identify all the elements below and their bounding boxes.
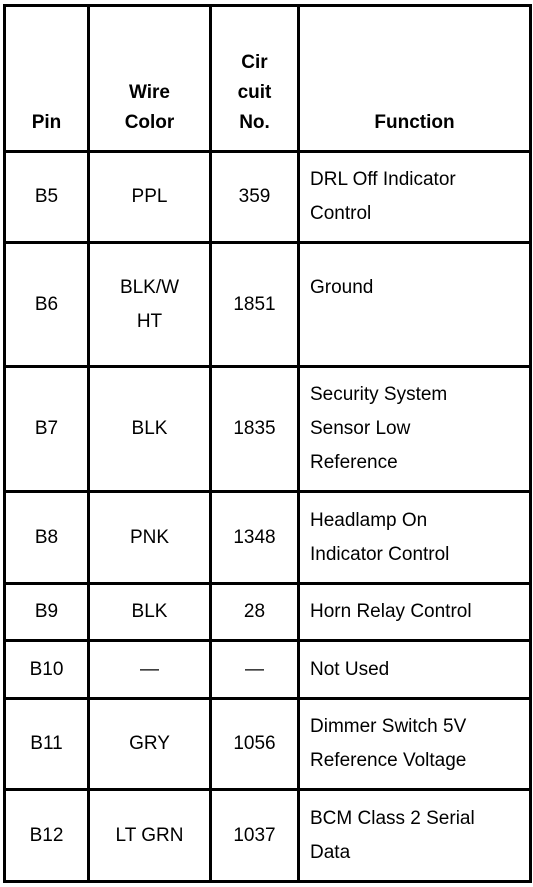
cell-function: [299, 699, 531, 790]
cell-wire-color: PNK: [89, 492, 211, 584]
cell-pin: B8: [5, 492, 89, 584]
cell-wire-color: BLK: [89, 584, 211, 641]
header-pin: [5, 6, 89, 152]
connector-pinout-table: [3, 4, 532, 883]
function-line2: Data: [310, 841, 351, 863]
cell-wire-color: BLK: [89, 367, 211, 492]
function-line1: Security System: [310, 384, 448, 405]
header-function: [299, 6, 531, 152]
cell-function: [299, 367, 531, 492]
cell-pin: B11: [5, 699, 89, 790]
cell-circuit: 1056: [211, 699, 299, 790]
table-row: [5, 641, 531, 699]
table-row: [5, 152, 531, 243]
function-line2: Control: [310, 203, 372, 224]
table-row: [5, 699, 531, 790]
wire-line2: HT: [136, 310, 163, 332]
cell-function: [299, 790, 531, 882]
cell-wire-color: PPL: [89, 152, 211, 243]
function-line1: Ground: [310, 276, 374, 298]
cell-pin: B7: [5, 367, 89, 492]
header-circuit-line1: Cir: [241, 52, 268, 73]
cell-wire-color: GRY: [89, 699, 211, 790]
cell-function: Not Used: [299, 641, 531, 699]
wire-line1: BLK/W: [119, 276, 180, 298]
cell-circuit: 28: [211, 584, 299, 641]
cell-wire-color: —: [89, 641, 211, 699]
header-wire-color: [89, 6, 211, 152]
header-row: [5, 6, 531, 152]
cell-pin: B5: [5, 152, 89, 243]
header-circuit-line2: cuit: [237, 82, 272, 103]
cell-circuit: 1037: [211, 790, 299, 882]
cell-wire-color: LT GRN: [89, 790, 211, 882]
cell-pin: B12: [5, 790, 89, 882]
function-line1: Headlamp On: [310, 509, 428, 531]
function-line2: Indicator Control: [310, 543, 450, 565]
cell-circuit: —: [211, 641, 299, 699]
cell-circuit: 1851: [211, 243, 299, 367]
header-wire-line2: Color: [124, 112, 175, 133]
function-line1: BCM Class 2 Serial: [310, 807, 475, 829]
table-row: [5, 367, 531, 492]
cell-pin: B6: [5, 243, 89, 367]
table-row: [5, 584, 531, 641]
table-row: [5, 790, 531, 882]
cell-function: Horn Relay Control: [299, 584, 531, 641]
function-line2: Sensor Low: [310, 418, 411, 439]
cell-circuit: 1348: [211, 492, 299, 584]
cell-function: [299, 152, 531, 243]
cell-pin: B9: [5, 584, 89, 641]
cell-pin: B10: [5, 641, 89, 699]
function-line1: Dimmer Switch 5V: [310, 716, 467, 737]
function-line1: DRL Off Indicator: [310, 169, 456, 190]
table-row: [5, 492, 531, 584]
cell-wire-color: [89, 243, 211, 367]
cell-function: [299, 243, 531, 367]
function-line3: Reference: [310, 452, 398, 473]
cell-circuit: 359: [211, 152, 299, 243]
cell-circuit: 1835: [211, 367, 299, 492]
header-wire-line1: Wire: [128, 82, 170, 103]
cell-function: [299, 492, 531, 584]
table-row: [5, 243, 531, 367]
header-circuit-line3: No.: [239, 112, 270, 133]
header-circuit-no: [211, 6, 299, 152]
header-function-label: Function: [374, 112, 455, 133]
connector-pinout-table-wrapper: [3, 4, 532, 883]
header-pin-label: Pin: [31, 112, 62, 133]
function-line2: Reference Voltage: [310, 750, 467, 771]
